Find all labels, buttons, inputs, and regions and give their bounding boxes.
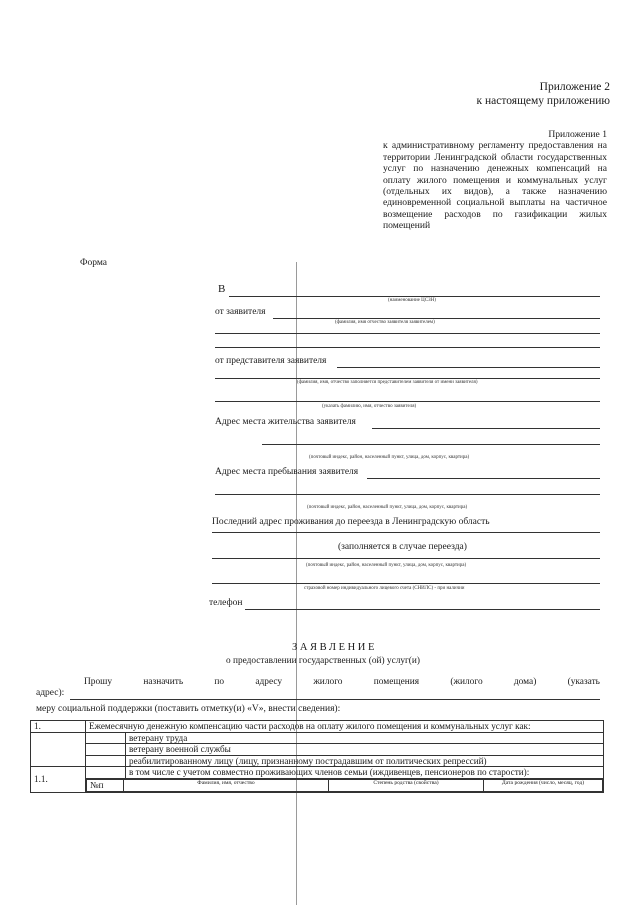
col-header-number: №п bbox=[87, 779, 124, 791]
row-text: Ежемесячную денежную компенсацию части расходов на оплату жилого помещения и коммунальных услуг как: bbox=[86, 721, 604, 733]
request-line-1 bbox=[84, 677, 600, 688]
request-word: адресу bbox=[255, 677, 283, 687]
row-number bbox=[31, 755, 86, 767]
last-address-line-2[interactable] bbox=[212, 558, 600, 559]
request-word: Прошу bbox=[84, 677, 113, 687]
last-address-line[interactable] bbox=[212, 532, 600, 533]
table-row bbox=[87, 779, 603, 791]
request-line-2: адрес): bbox=[36, 688, 65, 698]
stay-label: Адрес места пребывания заявителя bbox=[215, 467, 359, 477]
table-row bbox=[31, 744, 604, 756]
snils-caption: страховой номер индивидуального лицевого счета (СНИЛС) - при наличии bbox=[304, 586, 465, 591]
family-subtable bbox=[86, 779, 603, 792]
col-header-name: Фамилия, имя, отчество bbox=[124, 779, 329, 791]
option-checkbox-veteran-labor[interactable] bbox=[86, 732, 126, 744]
residence-label: Адрес места жительства заявителя bbox=[215, 417, 356, 427]
row-number bbox=[31, 744, 86, 756]
option-veteran-labor: ветерану труда bbox=[126, 732, 604, 744]
request-word: по bbox=[214, 677, 225, 687]
stay-caption: (почтовый индекс, район, населенный пункт, улица, дом, корпус, квартира) bbox=[307, 505, 468, 510]
snils-line[interactable] bbox=[212, 583, 600, 584]
residence-line[interactable] bbox=[372, 428, 600, 429]
option-veteran-military: ветерану военной службы bbox=[126, 744, 604, 756]
stay-line-2[interactable] bbox=[215, 494, 600, 495]
statement-title: ЗАЯВЛЕНИЕ bbox=[292, 642, 377, 653]
applicant-caption: (фамилия, имя отчество заявителя заявителем) bbox=[335, 320, 435, 325]
row-number bbox=[31, 732, 86, 744]
representative-line[interactable] bbox=[337, 367, 600, 368]
applicant-line[interactable] bbox=[273, 318, 600, 319]
representative-line-3[interactable] bbox=[215, 401, 600, 402]
table-row bbox=[31, 755, 604, 767]
representative-caption-2: (указать фамилию, имя, отчество заявителя) bbox=[322, 404, 417, 409]
from-representative-label: от представителя заявителя bbox=[215, 356, 327, 366]
row-text: в том числе с учетом совместно проживающих членов семьи (иждивенцев, пенсионеров по старости): bbox=[126, 767, 604, 779]
option-checkbox-veteran-military[interactable] bbox=[86, 744, 126, 756]
residence-line-2[interactable] bbox=[262, 444, 600, 445]
appendix-1-text: к административному регламенту предоставления на территории Ленинградской области государственных услуг по назначению денежных компенсаций на оплату жилого помещения и коммунальных услуг (отдельных их видов), а также назначению единовременной социальной выплаты на частичное возмещение расходов по газификации жилых помещений bbox=[383, 140, 607, 232]
family-subtable-cell bbox=[86, 778, 604, 792]
appendix-1-title: Приложение 1 bbox=[548, 129, 607, 140]
appendix-2-subtitle: к настоящему приложению bbox=[476, 95, 610, 107]
row-number: 1. bbox=[31, 721, 86, 733]
table-row bbox=[31, 778, 604, 792]
request-word: (жилого bbox=[450, 677, 483, 687]
residence-caption: (почтовый индекс, район, населенный пункт, улица, дом, корпус, квартира) bbox=[309, 455, 470, 460]
representative-caption: (фамилия, имя, отчество заполняется представителем заявителя от имени заявителя) bbox=[297, 380, 478, 385]
form-label: Форма bbox=[80, 258, 108, 268]
request-address-line[interactable] bbox=[70, 699, 600, 700]
last-address-caption: (почтовый индекс, район, населенный пункт, улица, дом, корпус, квартира) bbox=[306, 563, 467, 568]
row-number: 1.1. bbox=[31, 767, 86, 792]
option-checkbox-rehabilitated[interactable] bbox=[86, 755, 126, 767]
request-text bbox=[84, 677, 600, 688]
request-word: назначить bbox=[143, 677, 184, 687]
applicant-line-2[interactable] bbox=[215, 333, 600, 334]
table-row bbox=[31, 721, 604, 733]
request-word: помещения bbox=[373, 677, 420, 687]
col-header-birthdate: Дата рождения (число, месяц, год) bbox=[484, 779, 603, 791]
statement-subtitle: о предоставлении государственных (ой) услуг(и) bbox=[226, 656, 420, 666]
from-applicant-label: от заявителя bbox=[215, 307, 266, 317]
phone-label: телефон bbox=[209, 598, 243, 608]
last-address-note: (заполняется в случае переезда) bbox=[338, 542, 467, 552]
request-word: жилого bbox=[313, 677, 343, 687]
phone-line[interactable] bbox=[245, 609, 600, 610]
request-line-3: меру социальной поддержки (поставить отметку(и) «V», внести сведения): bbox=[36, 704, 341, 714]
applicant-line-3[interactable] bbox=[215, 347, 600, 348]
to-line[interactable] bbox=[229, 296, 600, 297]
stay-line[interactable] bbox=[367, 478, 600, 479]
representative-line-2[interactable] bbox=[215, 378, 600, 379]
to-caption: (наименование ЦСЗН) bbox=[388, 298, 436, 303]
appendix-1-block bbox=[383, 129, 607, 232]
to-label: В bbox=[218, 283, 226, 295]
appendix-2-title: Приложение 2 bbox=[539, 81, 610, 93]
col-header-relation: Степень родства (свойства) bbox=[329, 779, 484, 791]
table-row bbox=[31, 767, 604, 779]
table-row bbox=[31, 732, 604, 744]
option-checkbox-family[interactable] bbox=[86, 767, 126, 779]
appendix-2-header bbox=[477, 80, 610, 108]
request-word: дома) bbox=[513, 677, 537, 687]
request-word: (указать bbox=[567, 677, 600, 687]
last-address-label: Последний адрес проживания до переезда в Ленинградскую область bbox=[212, 517, 490, 527]
measures-table bbox=[30, 720, 604, 793]
option-rehabilitated: реабилитированному лицу (лицу, признанному пострадавшим от политических репрессий) bbox=[126, 755, 604, 767]
